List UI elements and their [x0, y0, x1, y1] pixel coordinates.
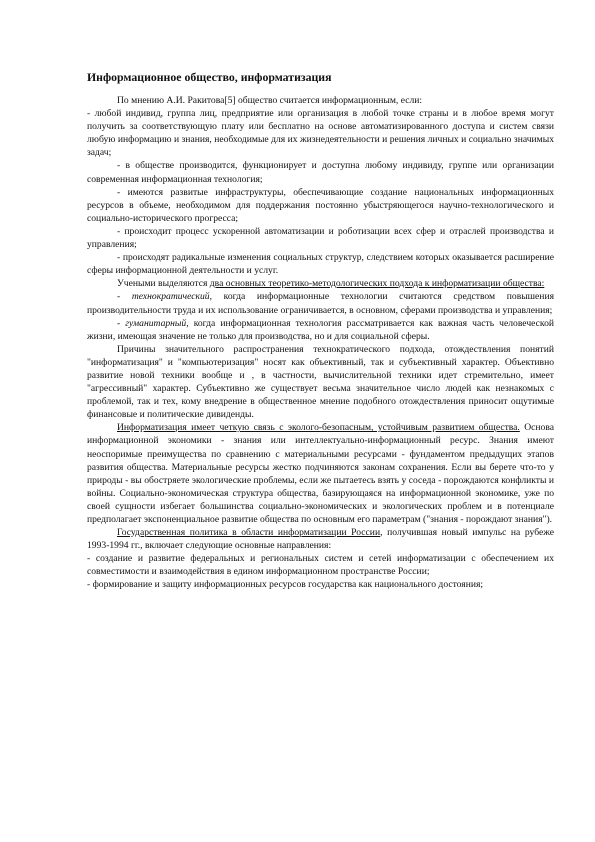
policy-item-1: - создание и развитие федеральных и региональных систем и сетей информатизации с обеспечением их совместимости и взаимодействия в едином информационном пространстве России;: [87, 553, 554, 578]
approaches-heading: два основных теоретико-методологических подхода к информатизации общества:: [209, 278, 545, 290]
ecology-paragraph: [87, 421, 554, 526]
approaches-paragraph: [87, 277, 554, 290]
criterion-4: - происходит процесс ускоренной автоматизации и роботизации всех сфер и отраслей производства и управления;: [87, 225, 554, 251]
document-body: [87, 70, 554, 592]
ecology-text: Основа информационной экономики - знания или интеллектуально-информационный ресурс. Знания имеют неоспоримые преимущества по сравнению с материальными ресурсами - фундаментом предыдущих этапов развития общества. Материальные ресурсы жестко подчиняются законам сохранения. Если вы берете что-то у природы - вы обостряете экологические проблемы, если же пытаетесь взять у соседа - порождаются конфликты и войны. Социально-экономическая структура общества, базирующаяся на информационной экономике, уже по своей сущности избегает большинства социально-экономических и экологических проблем и в потенциале предполагает экспоненциальное развитие общества по основным его параметрам ("знания - порождают знания").: [87, 422, 554, 525]
humanitarian-term: гуманитарный: [125, 317, 187, 329]
humanitarian-text: , когда информационная технология рассматривается как важная часть человеческой жизни, имеющая значение не только для производства, но и для социальной сферы.: [87, 317, 555, 342]
approaches-lead: Учеными выделяются: [117, 278, 210, 290]
humanitarian-item: - гуманитарный, когда информационная технология рассматривается как важная часть человеческой жизни, имеющая значение не только для производства, но и для социальной сферы.: [87, 317, 555, 342]
criterion-3: - имеются развитые инфраструктуры, обеспечивающие создание национальных информационных ресурсов в объеме, необходимом для поддержания постоянно убыстряющегося научно-технологического и социально-исторического прогресса;: [87, 186, 554, 224]
document-title: Информационное общество, информатизация: [87, 70, 332, 84]
technocratic-item: - технократический, когда информационные технологии считаются средством повышения производительности труда и их использование ограничивается, в основном, сферами производства и управления;: [87, 291, 554, 316]
criterion-5: - происходят радикальные изменения социальных структур, следствием которых оказывается расширение сферы информационной деятельности и услуг.: [87, 252, 554, 277]
policy-heading: Государственная политика в области информатизации России: [117, 527, 381, 539]
technocratic-term: технократический: [131, 291, 210, 303]
policy-paragraph: [87, 526, 554, 552]
reasons-paragraph: Причины значительного распространения технократического подхода, отождествления понятий "информатизация" и "компьютеризация" носят как объективный, так и субъективный характер. Объективно развитие новой техники вообще и , в частности, вычислительной техники идет стремительно, имеет "агрессивный" характер. Субъективно же существует весьма значительное число людей как незнакомых с проблемой, так и тех, кому внедрение в общественное мнение подобного отождествления приносит ощутимые финансовые и политические дивиденды.: [87, 343, 554, 421]
intro-paragraph: По мнению А.И. Ракитова[5] общество считается информационным, если:: [117, 95, 423, 106]
ecology-heading: Информатизация имеет четкую связь с эколого-безопасным, устойчивым развитием общества.: [117, 422, 520, 434]
technocratic-text: , когда информационные технологии считаются средством повышения производительности труда и их использование ограничивается, в основном, сферами производства и управления;: [87, 291, 554, 316]
criterion-2: - в обществе производится, функционирует и доступна любому индивиду, группе или организации современная информационная технология;: [87, 160, 554, 185]
policy-item-2: - формирование и защиту информационных ресурсов государства как национального достояния;: [87, 579, 484, 591]
policy-text: , получившая новый импульс на рубеже 1993-1994 гг., включает следующие основные направления:: [87, 527, 555, 552]
criterion-1: - любой индивид, группа лиц, предприятие или организация в любой точке страны и в любое время могут получить за соответствующую плату или бесплатно на основе автоматизированного доступа и систем связи любую информацию и знания, необходимые для их жизнедеятельности и решения личных и социально значимых задач;: [87, 108, 554, 159]
